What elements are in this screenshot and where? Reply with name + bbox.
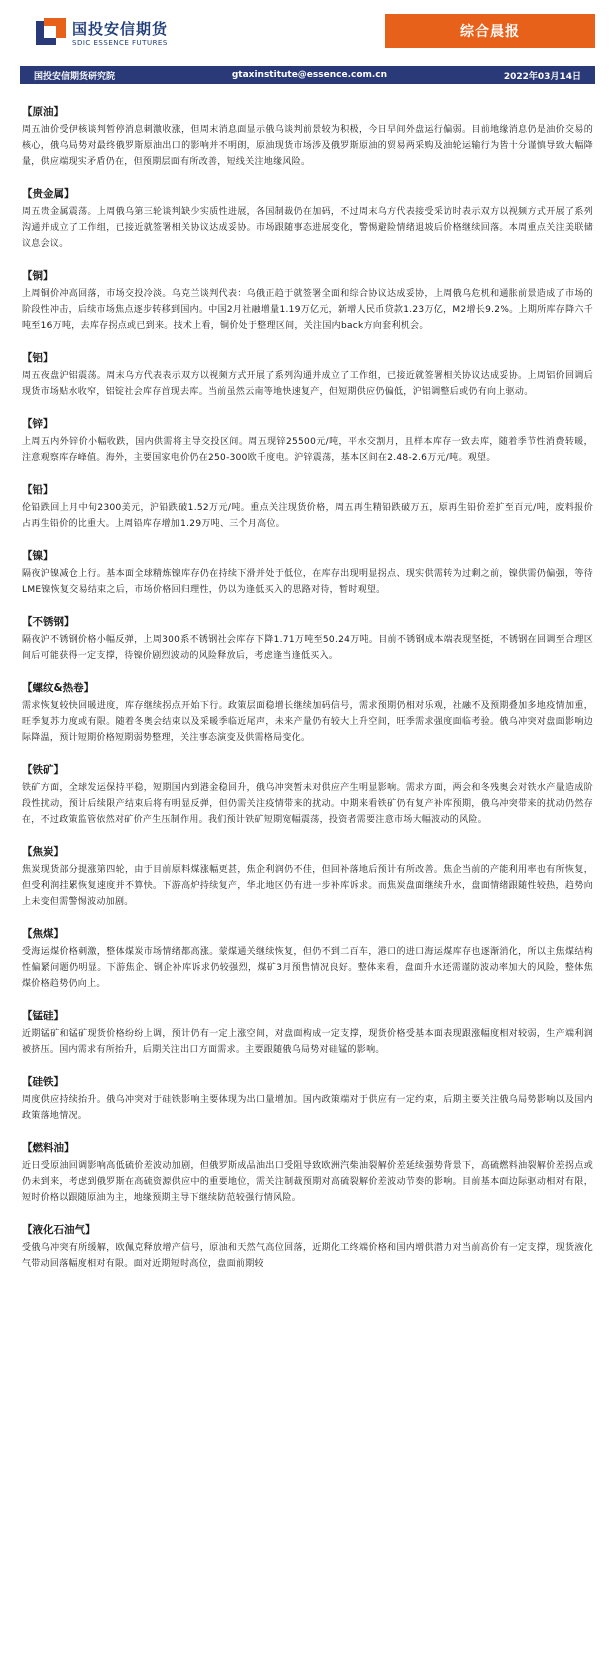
section-body: 需求恢复较快回暖进度，库存继续拐点开始下行。政策层面稳增长继续加码信号，需求预期仍相对乐观，社融不及预期叠加多地疫情加重，旺季复苏力度或有限。随着冬奥会结束以及采暖季临近尾声，未来产量仍有较大上升空间，旺季需求强度面临考验。俄乌冲突对盘面影响边际降温，预计短期价格短期弱势整理，关注事态演变及供需格局变化。	[22, 701, 593, 743]
section-lead	[22, 482, 593, 532]
info-bar	[20, 66, 595, 84]
section-title: 【焦煤】	[22, 928, 64, 940]
section-body: 受俄乌冲突有所缓解，欧佩克释放增产信号，原油和天然气高位回落，近期化工终端价格和国内增供潜力对当前高价有一定支撑，现货液化气带动回落幅度相对有限。面对近期短时高位，盘面前期较	[22, 1243, 593, 1269]
section-coking-coal	[22, 926, 593, 992]
section-title: 【锰硅】	[22, 1010, 64, 1022]
section-title: 【不锈钢】	[22, 616, 75, 628]
section-title: 【铜】	[22, 270, 54, 282]
section-body: 周五夜盘沪铝震荡。周末乌方代表表示双方以视频方式开展了系列沟通并成立了工作组，已接近就签署相关协议达成妥协。上周铝价回调后现货市场贴水收窄，铝锭社会库存首现去库。当前虽然云南等地快速复产，但短期供应仍偏低，沪铝调整后或仍有向上驱动。	[22, 371, 593, 397]
section-title: 【镍】	[22, 550, 54, 562]
section-aluminum	[22, 350, 593, 400]
section-body: 周度供应持续抬升。俄乌冲突对于硅铁影响主要体现为出口量增加。国内政策端对于供应有一定约束，后期主要关注俄乌局势影响以及国内政策落地情况。	[22, 1095, 593, 1121]
section-body: 近期锰矿和锰矿现货价格纷纷上调，预计仍有一定上涨空间，对盘面构成一定支撑，现货价格受基本面表现跟涨幅度相对较弱，生产端利润被挤压。国内需求有所抬升，后期关注出口方面需求。主要跟随俄乌局势对硅锰的影响。	[22, 1029, 593, 1055]
section-iron-ore	[22, 762, 593, 828]
section-body: 周五油价受伊核谈判暂停消息刺激收涨，但周末消息面显示俄乌谈判前景较为积极，今日早间外盘运行偏弱。目前地缘消息仍是油价交易的核心，俄乌局势对最终俄罗斯原油出口的影响并不明朗，原油现货市场涉及俄罗斯原油的贸易两采购及油轮运输行为皆十分谨慎导致大幅降量，供应端现实矛盾仍在，但预期层面有所改善，短线关注地缘风险。	[22, 125, 593, 167]
section-body: 隔夜沪镍减仓上行。基本面全球精炼镍库存仍在持续下滑并处于低位，在库存出现明显拐点、现实供需转为过剩之前，镍供需仍偏强，等待LME镍恢复交易结束之后，市场价格回归理性，仍以为逢低买入的思路对待，暂时观望。	[22, 569, 593, 595]
section-body: 铁矿方面，全球发运保持平稳，短期国内到港金稳回升，俄乌冲突暂未对供应产生明显影响。需求方面，两会和冬残奥会对铁水产量造成阶段性扰动，预计后续限产结束后将有明显反弹，但仍需关注疫情带来的扰动。中期来看铁矿仍有复产补库预期，俄乌冲突带来的扰动仍然存在，不过政策监管依然对矿价产生压制作用。我们预计铁矿短期宽幅震荡，投资者需要注意市场大幅波动的风险。	[22, 783, 593, 825]
section-lpg	[22, 1222, 593, 1272]
section-rebar-hot-coil	[22, 680, 593, 746]
section-title: 【原油】	[22, 106, 64, 118]
section-title: 【液化石油气】	[22, 1224, 96, 1236]
section-nickel	[22, 548, 593, 598]
section-fuel-oil	[22, 1140, 593, 1206]
section-title: 【铅】	[22, 484, 54, 496]
section-precious-metals	[22, 186, 593, 252]
section-body: 焦炭现货部分提涨第四轮，由于目前原料煤涨幅更甚，焦企利润仍不佳，但回补落地后预计有所改善。焦企当前的产能利用率也有所恢复，但受利润挂累恢复速度并不算快。下游高炉持续复产，华北地区仍有进一步补库诉求。而焦炭盘面继续升水，盘面情绪跟随性较热，趋势向上未变但需警惕波动加剧。	[22, 865, 593, 907]
section-silicomanganese	[22, 1008, 593, 1058]
company-name-en: SDIC ESSENCE FUTURES	[72, 39, 168, 47]
section-body: 伦铅跌回上月中旬2300美元，沪铅跌破1.52万元/吨。重点关注现货价格，周五再生精铅跌破万五，原再生铅价差扩至百元/吨，废料报价占再生铅价的比重大。上周铅库存增加1.29万吨、三个月高位。	[22, 503, 593, 529]
company-name-cn: 国投安信期货	[72, 20, 169, 38]
section-title: 【硅铁】	[22, 1076, 64, 1088]
section-title: 【焦炭】	[22, 846, 64, 858]
report-header	[0, 0, 615, 56]
company-wordmark	[72, 20, 168, 48]
section-ferrosilicon	[22, 1074, 593, 1124]
contact-email[interactable]: gtaxinstitute@essence.com.cn	[231, 70, 388, 80]
section-title: 【贵金属】	[22, 188, 75, 200]
company-logo-icon	[36, 18, 66, 48]
section-title: 【锌】	[22, 418, 54, 430]
section-body: 上周五内外锌价小幅收跌，国内供需将主导交投区间。周五现锌25500元/吨，平水交割月，且样本库存一致去库，随着季节性消费转暖，注意观察库存峰值。海外，主要国家电价仍在250-300欧千度电。沪锌震荡，基本区间在2.48-2.6万元/吨。观望。	[22, 437, 593, 463]
section-body: 近日受原油回调影响高低硫价差波动加剧，但俄罗斯成品油出口受阻导致欧洲汽柴油裂解价差延续强势背景下，高硫燃料油裂解价差拐点或仍未到来，考虑到俄罗斯在高硫资源供应中的重要地位，需关注制裁预期对高硫裂解价差波动节奏的影响。目前基本面边际驱动相对有限，短时价格以跟随原油为主，地缘预期主导下继续防范较强行情风险。	[22, 1161, 593, 1203]
section-zinc	[22, 416, 593, 466]
section-title: 【铁矿】	[22, 764, 64, 776]
section-copper	[22, 268, 593, 334]
section-coke	[22, 844, 593, 910]
section-body: 隔夜沪不锈钢价格小幅反弹，上周300系不锈钢社会库存下降1.71万吨至50.24万吨。目前不锈钢成本端表现坚挺，不锈钢在回调至合理区间后可能获得一定支撑，待镍价剧烈波动的风险释放后，考虑逢当逢低买入。	[22, 635, 593, 661]
section-body: 受海运煤价格刺激，整体煤炭市场情绪都高涨。蒙煤通关继续恢复，但仍不到二百车，港口的进口海运煤库存也逐渐消化，所以主焦煤结构性偏紧问题仍明显。下游焦企、钢企补库诉求仍较强烈，煤矿3月预售情况良好。整体来看，盘面升水还需谨防波动率加大的风险，整体焦煤价格趋势仍向上。	[22, 947, 593, 989]
section-title: 【螺纹&热卷】	[22, 682, 95, 694]
report-type-badge: 综合晨报	[385, 14, 595, 48]
section-title: 【铝】	[22, 352, 54, 364]
report-content	[22, 104, 593, 1288]
section-title: 【燃料油】	[22, 1142, 75, 1154]
institute-name: 国投安信期货研究院	[34, 71, 116, 82]
report-date: 2022年03月14日	[503, 71, 581, 82]
section-stainless-steel	[22, 614, 593, 664]
section-crude-oil	[22, 104, 593, 170]
section-body: 上周铜价冲高回落，市场交投冷淡。乌克兰谈判代表：乌俄正趋于就签署全面和综合协议达成妥协，上周俄乌危机和通胀前景造成了市场的阶段性冲击，后续市场焦点逐步转移到国内。中国2月社融增量1.19万亿元，新增人民币贷款1.23万亿，M2增长9.2%。上期所库存降六千吨至16万吨，去库存拐点或已到来。技术上看，铜价处于整理区间，关注国内back方向套利机会。	[22, 289, 593, 331]
section-body: 周五贵金属震荡。上周俄乌第三轮谈判缺少实质性进展，各国制裁仍在加码，不过周末乌方代表接受采访时表示双方以视频方式开展了系列沟通并成立了工作组，已接近就签署相关协议达成妥协。市场跟随事态进展变化，警惕避险情绪退坡后价格继续回落。本周重点关注美联储议息会议。	[22, 207, 593, 249]
